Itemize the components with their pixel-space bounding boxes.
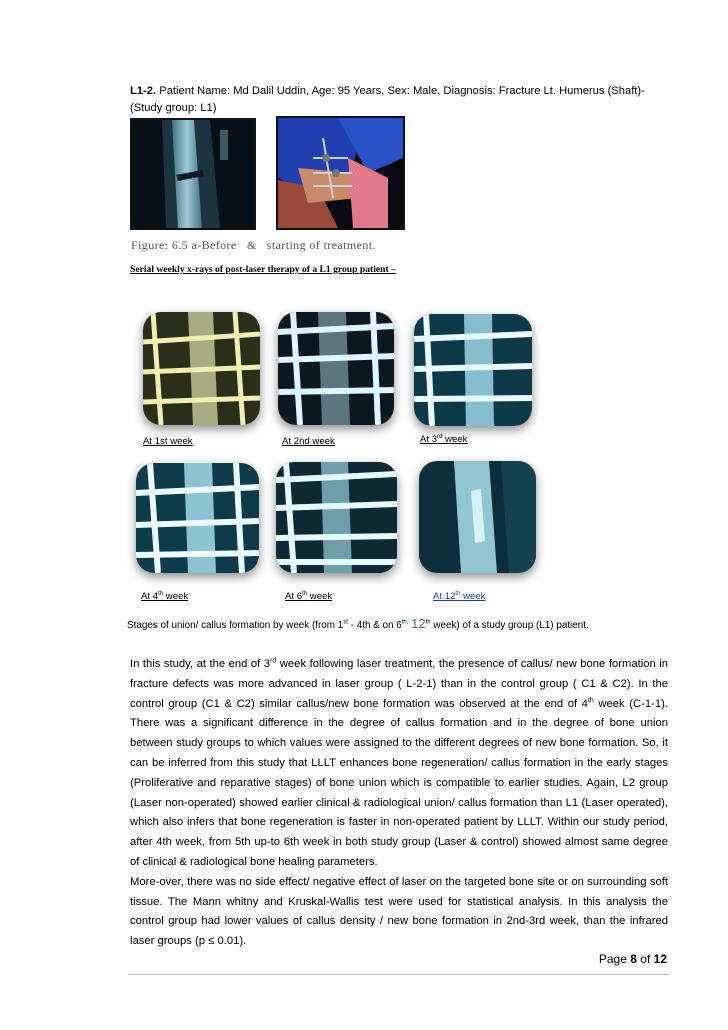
xray-week-6-graphic (276, 462, 397, 573)
xray-week-3-graphic (414, 314, 532, 426)
case-id: L1-2. (130, 85, 157, 97)
xray-week-2 (278, 312, 394, 425)
footer-divider (128, 974, 670, 975)
patient-details: Patient Name: Md Dalil Uddin, Age: 95 Years, Sex: Male, Diagnosis: Fracture Lt. Humerus (Shaft)-(Study group: L1) (130, 85, 645, 114)
figure-caption (131, 238, 376, 253)
xray-week-12-graphic (419, 461, 536, 573)
serial-xray-heading: Serial weekly x-rays of post-laser therapy of a L1 group patient – (130, 264, 396, 275)
label-week-12: At 12th week (433, 591, 486, 603)
xray-week-1-graphic (143, 312, 260, 425)
xray-week-4 (136, 463, 259, 573)
xray-week-3 (414, 314, 532, 426)
before-xray-image (130, 118, 256, 230)
patient-header (130, 83, 670, 117)
page-number: Page 8 of 12 (598, 952, 667, 966)
xray-week-4-graphic (136, 463, 259, 573)
before-clinical-photo (276, 116, 405, 230)
clinical-photo-graphic (278, 118, 403, 228)
body-text (130, 655, 668, 952)
caption-part-2: starting of treatment. (266, 238, 376, 252)
label-week-1: At 1st week (143, 436, 193, 447)
caption-ampersand: & (246, 238, 257, 252)
label-week-2: At 2nd week (282, 436, 335, 447)
xray-week-12 (419, 461, 536, 573)
stages-caption: Stages of union/ callus formation by week (from 1st - 4th & on $6^{th,}$ 12th week) of a study group (L1) patient. (127, 616, 589, 631)
label-week-6: At 6th week (285, 591, 333, 603)
xray-week-1 (143, 312, 260, 425)
label-week-4: At 4th week (141, 591, 189, 603)
before-xray-graphic (132, 120, 254, 228)
xray-week-2-graphic (278, 312, 394, 425)
xray-week-6 (276, 462, 397, 573)
label-week-3: At 3rd week (420, 434, 468, 446)
paragraph-1: In this study, at the end of 3rd week following laser treatment, the presence of callus/ new bone formation in fracture defects was more advanced in laser group ( L-2-1) than in the control group ( C1 & C2). In the control group (C1 & C2) similar callus/new bone formation was observed at the end of 4th week (C-1-1). There was a significant difference in the degree of callus formation and in the degree of bone union between study groups to which values were assigned to the different degrees of new bone formation. So, it can be inferred from this study that LLLT enhances bone regeneration/ callus formation in the early stages (Proliferative and reparative stages) of bone union which is compatible to earlier studies. Again, L2 group (Laser non-operated) showed earlier clinical & radiological union/ callus formation than L1 (Laser operated), which also infers that bone regeneration is faster in non-operated patient by LLLT. Within our study period, after 4th week, from 5th up-to 6th week in both study group (Laser & control) showed almost same degree of clinical & radiological bone healing parameters. (130, 657, 668, 868)
caption-part-1: Figure: 6.5 a-Before (131, 238, 237, 252)
paragraph-2: More-over, there was no side effect/ negative effect of laser on the targeted bone site or on surrounding soft tissue. The Mann whitny and Kruskal-Wallis test were used for statistical analysis. In this analysis the control group had lower values of callus density / new bone formation in 2nd-3rd week, than the infrared laser groups (p ≤ 0.01). (130, 875, 668, 948)
